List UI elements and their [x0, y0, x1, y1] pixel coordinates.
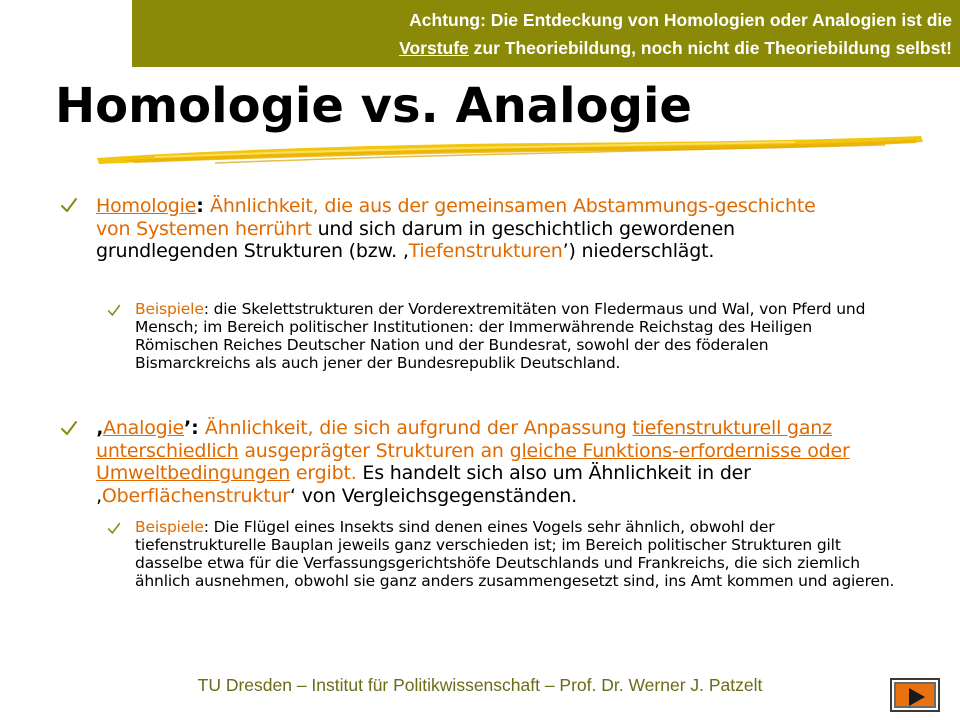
checkmark-icon: [60, 420, 78, 438]
warning-text: [152, 6, 952, 62]
warning-line-2-rest: zur Theoriebildung, noch nicht die Theoriebildung selbst!: [468, 38, 952, 58]
footer-credits: TU Dresden – Institut für Politikwissenschaft – Prof. Dr. Werner J. Patzelt: [197, 675, 763, 695]
analogie-definition-3: ergibt.: [290, 462, 357, 484]
checkmark-icon: [60, 197, 78, 215]
slide-title: Homologie vs. Analogie: [55, 78, 692, 134]
bullet-analogie: [96, 417, 896, 507]
analogie-definition-underlined-1: tiefenstrukturell ganz unterschiedlich: [96, 417, 832, 462]
examples-label: Beispiele: [135, 518, 204, 536]
checkmark-icon: [107, 522, 121, 536]
term-homologie: Homologie: [96, 195, 197, 217]
analogie-examples: [135, 518, 905, 590]
examples-text: : die Skelettstrukturen der Vorderextremitäten von Fledermaus und Wal, von Pferd und Mensch; im Bereich politischer Institutionen: der Immerwährende Reichstag des Heiligen Römischen Reiches Deutscher Nation und der Bundesrat, sowohl der des föderalen Bismarckreichs als auch jener der Bundesrepublik Deutschland.: [135, 300, 866, 372]
analogie-definition-2: ausgeprägter Strukturen an: [238, 439, 510, 462]
open-quote: ‚: [96, 417, 104, 439]
warning-line-2: [152, 34, 952, 62]
examples-text: : Die Flügel eines Insekts sind denen eines Vogels sehr ähnlich, obwohl der tiefenstrukturelle Bauplan jeweils ganz verschieden ist; im Bereich politischer Strukturen gilt dasselbe etwa für die Verfassungsgerichtshöfe Deutschlands und Frankreichs, die sich ziemlich ähnlich ausnehmen, obwohl sie ganz anders zusammengesetzt sind, ins Amt kommen und agieren.: [135, 518, 895, 590]
warning-emphasis: Vorstufe: [399, 38, 469, 58]
homologie-definition: Ähnlichkeit, die aus der gemeinsamen Abstammungs-geschichte von Systemen herrührt: [96, 195, 816, 240]
bullet-homologie: [96, 195, 816, 263]
next-slide-icon[interactable]: [894, 682, 936, 708]
analogie-explanation: Es handelt sich also um Ähnlichkeit in der ‚: [96, 462, 751, 507]
title-underline-brushstroke: [95, 130, 925, 170]
homologie-explanation-end: ’) niederschlägt.: [562, 240, 715, 262]
examples-label: Beispiele: [135, 300, 204, 318]
homologie-explanation: und sich darum in geschichtlich gewordenen grundlegenden Strukturen (bzw. ‚: [96, 217, 735, 262]
next-slide-button[interactable]: [890, 678, 940, 712]
warning-banner: [132, 0, 960, 67]
colon: :: [196, 195, 211, 217]
analogie-explanation-end: ‘ von Vergleichsgegenständen.: [289, 484, 577, 507]
analogie-definition-underlined-2: gleiche Funktions-erfordernisse oder Umweltbedingungen: [96, 439, 850, 484]
term-analogie: Analogie: [103, 417, 185, 439]
warning-line-1: Achtung: Die Entdeckung von Homologien oder Analogien ist die: [409, 10, 952, 30]
analogie-definition-1: Ähnlichkeit, die sich aufgrund der Anpassung: [204, 417, 633, 439]
checkmark-icon: [107, 304, 121, 318]
tiefenstrukturen-term: Tiefenstrukturen: [408, 240, 563, 262]
close-quote: ’:: [184, 417, 205, 439]
oberflaechenstruktur-term: Oberflächenstruktur: [101, 484, 290, 507]
homologie-examples: [135, 300, 885, 372]
